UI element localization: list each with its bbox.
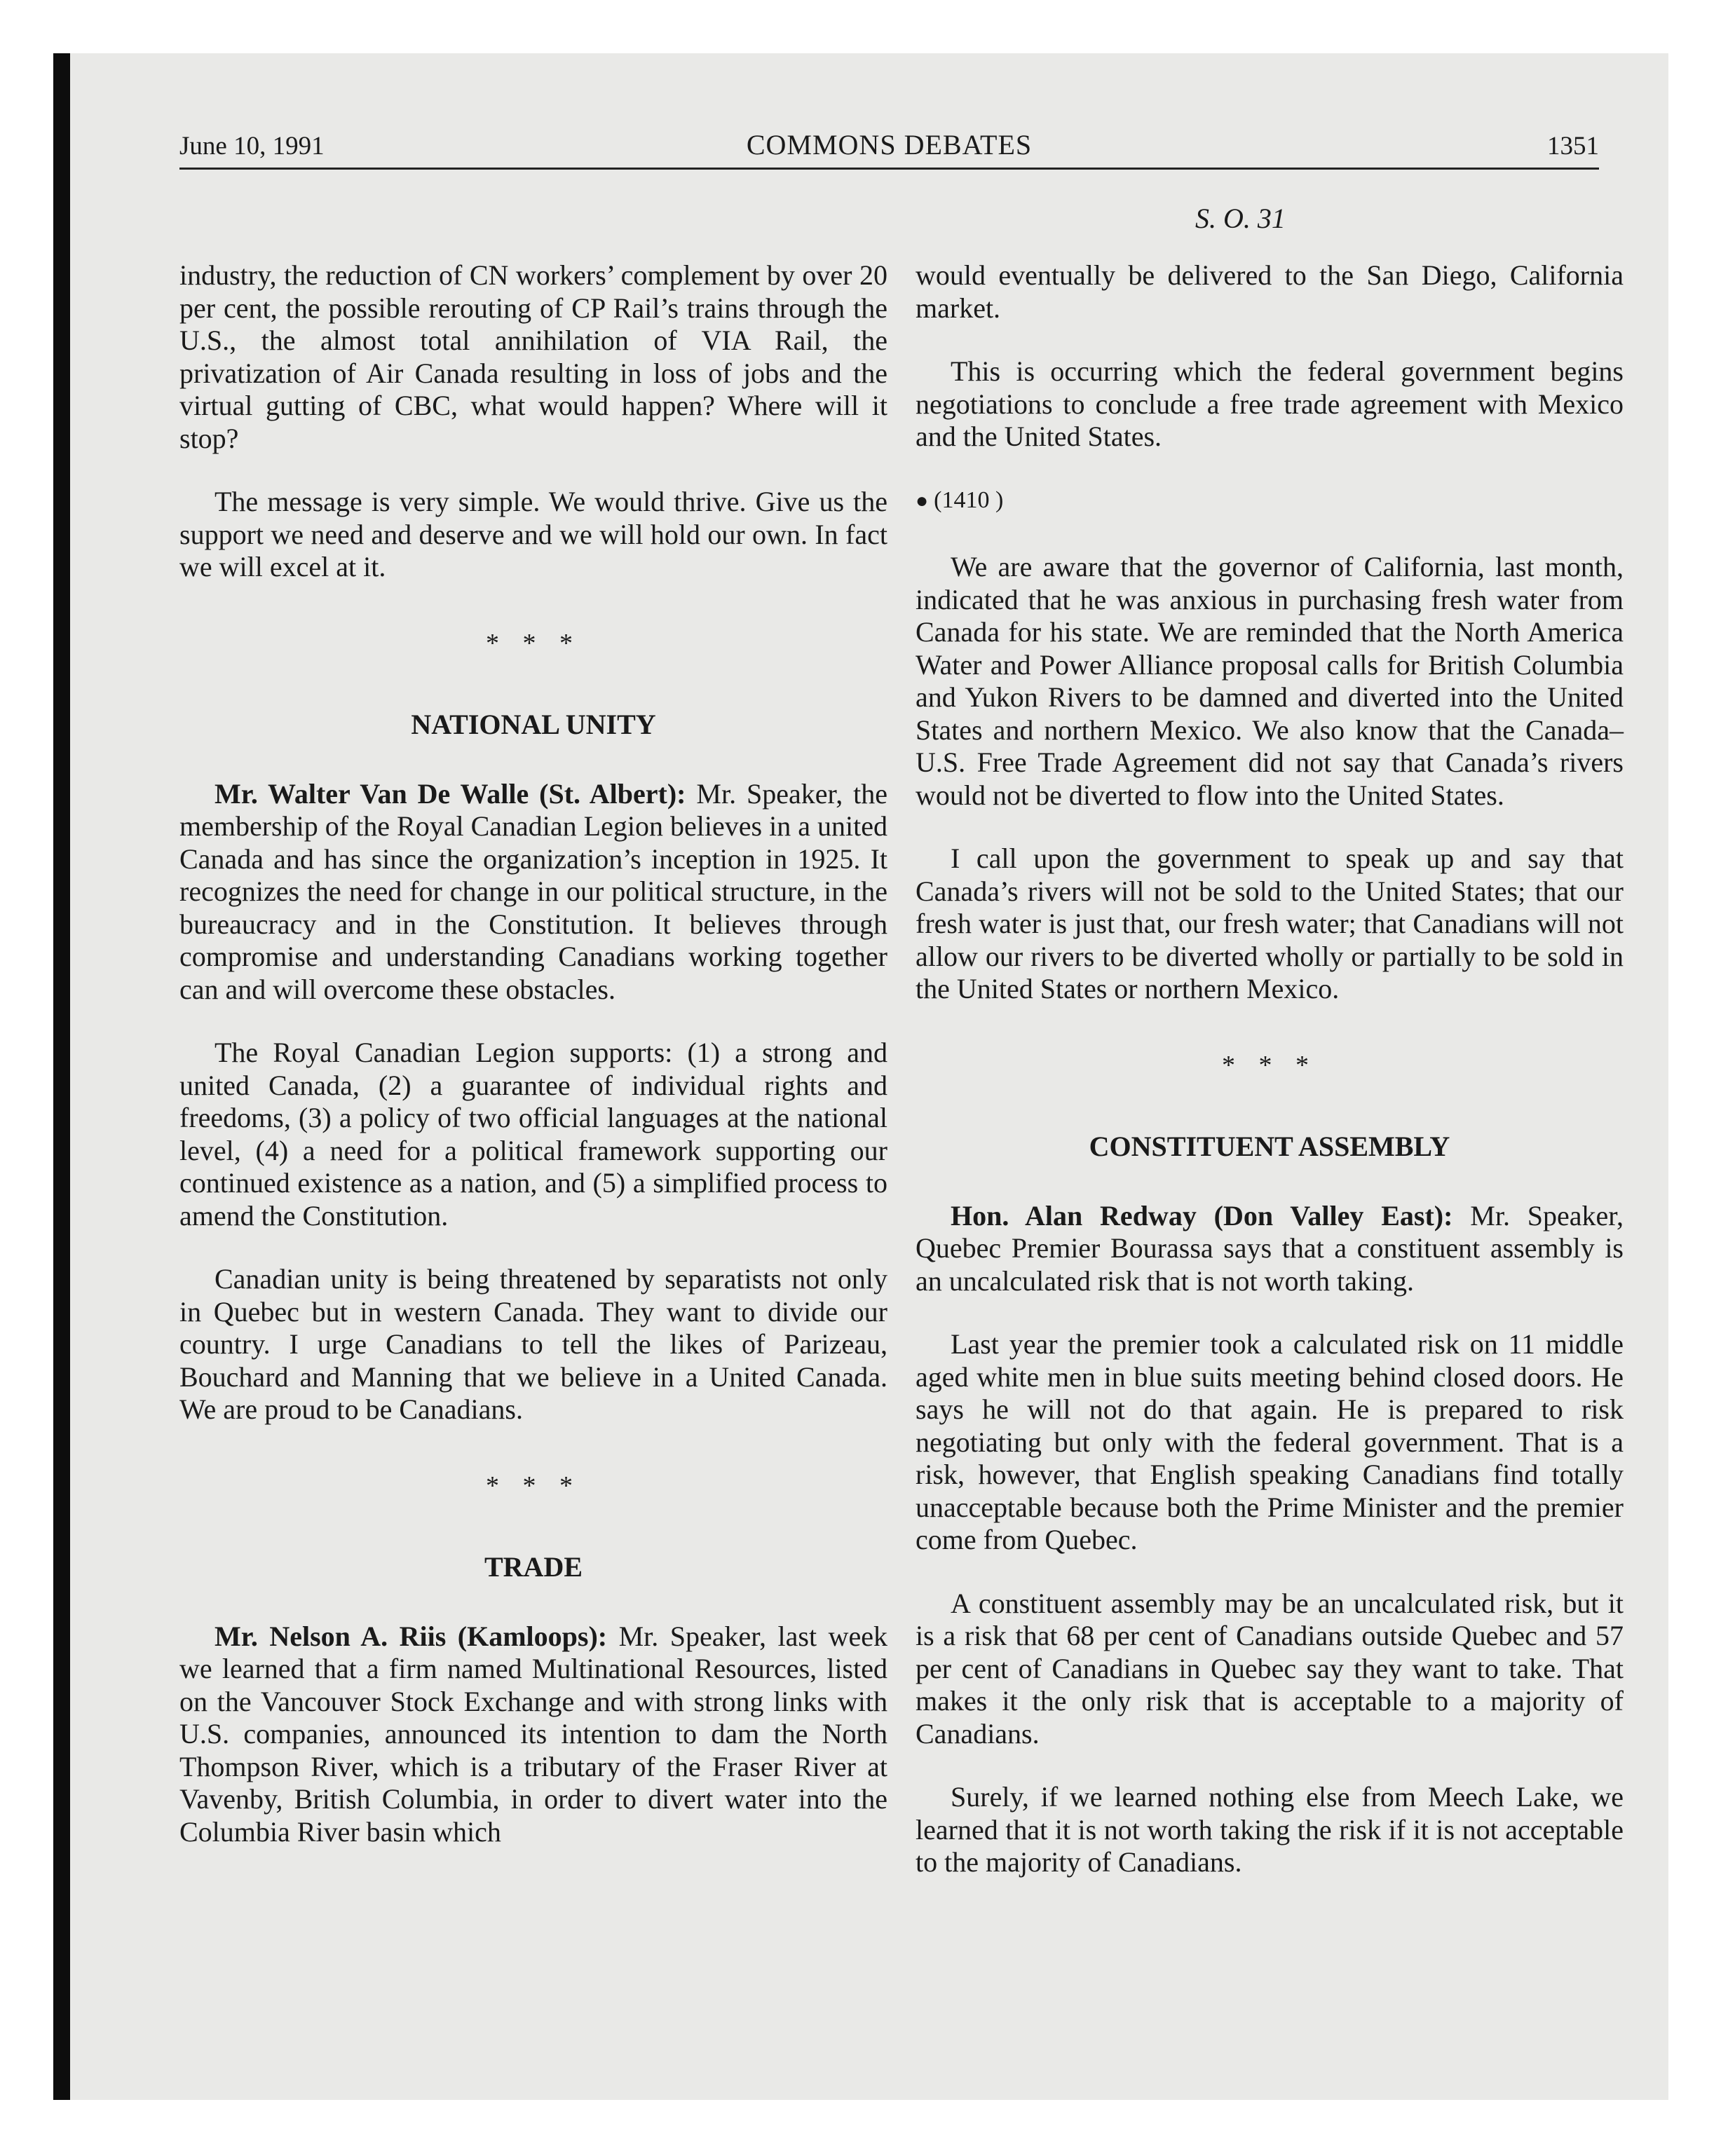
speaker-name: Mr. Nelson A. Riis (Kamloops):: [215, 1620, 608, 1652]
paragraph: industry, the reduction of CN workers’ complement by over 20 per cent, the possible rerouting of CP Rail’s trains through the U.S., the almost total annihilation of VIA Rail, the privatization of Air Canada resulting in loss of jobs and the virtual gutting of CBC, what would happen? Where will it stop?: [179, 259, 887, 454]
statement-paragraph: [916, 1200, 1624, 1298]
paragraph: The message is very simple. We would thrive. Give us the support we need and deserve and we will hold our own. In fact we will excel at it.: [179, 486, 887, 582]
paragraph: Surely, if we learned nothing else from Meech Lake, we learned that it is not worth taking the risk if it is not acceptable to the majority of Canadians.: [916, 1781, 1624, 1878]
section-separator: * * *: [486, 628, 581, 658]
binding-edge: [53, 53, 70, 2100]
statement-text: Mr. Speaker, the membership of the Royal Canadian Legion believes in a united Canada and has since the organization’s inception in 1925. It recognizes the need for change in our political structure, in the bureaucracy and in the Constitution. It believes through compromise and understanding Canadians working together can and will overcome these obstacles.: [179, 777, 887, 1005]
section-separator: * * *: [1222, 1050, 1317, 1080]
paragraph: would eventually be delivered to the San Diego, California market.: [916, 259, 1624, 324]
section-heading-trade: TRADE: [484, 1551, 583, 1583]
statement-text: Mr. Speaker, last week we learned that a firm named Multinational Resources, listed on the Vancouver Stock Exchange and with strong links with U.S. companies, announced its intention to dam the North Thompson River, which is a tributary of the Fraser River at Vavenby, British Columbia, in order to divert water into the Columbia River basin which: [179, 1620, 887, 1848]
paragraph: A constituent assembly may be an uncalculated risk, but it is a risk that 68 per cent of Canadians outside Quebec and 57 per cent of Canadians in Quebec say they want to take. That makes it the only risk that is acceptable to a majority of Canadians.: [916, 1587, 1624, 1749]
section-heading-constituent-assembly: CONSTITUENT ASSEMBLY: [1089, 1131, 1450, 1162]
paragraph: We are aware that the governor of California, last month, indicated that he was anxious in purchasing fresh water from Canada for his state. We are reminded that the North America Water and Power Alliance proposal calls for British Columbia and Yukon Rivers to be damned and diverted into the United States and northern Mexico. We also know that the Canada–U.S. Free Trade Agreement did not say that Canada’s rivers would not be diverted to flow into the United States.: [916, 551, 1624, 811]
section-heading-national-unity: NATIONAL UNITY: [411, 709, 656, 740]
section-separator: * * *: [486, 1471, 581, 1501]
speaker-name: Hon. Alan Redway (Don Valley East):: [951, 1199, 1453, 1231]
right-column: [916, 259, 1624, 1910]
speaker-name: Mr. Walter Van De Walle (St. Albert):: [215, 777, 686, 810]
page-number: 1351: [1547, 132, 1599, 161]
paragraph: Last year the premier took a calculated risk on 11 middle aged white men in blue suits meeting behind closed doors. He says he will not do that again. He is prepared to risk negotiating but only with the federal government. That is a risk, however, that English speaking Canadians find totally unacceptable because both the Prime Minister and the premier come from Quebec.: [916, 1328, 1624, 1555]
standing-order-rubric: S. O. 31: [1195, 203, 1286, 234]
left-column: [179, 259, 887, 1879]
paragraph: The Royal Canadian Legion supports: (1) a strong and united Canada, (2) a guarantee of individual rights and freedoms, (3) a policy of two official languages at the national level, (4) a need for a political framework supporting our continued existence as a nation, and (5) a simplified process to amend the Constitution.: [179, 1037, 887, 1231]
statement-paragraph: [179, 1621, 887, 1849]
page-header: [179, 125, 1599, 170]
header-rule: [179, 168, 1599, 170]
statement-text: Mr. Speaker, Quebec Premier Bourassa says that a constituent assembly is an uncalculated risk that is not worth taking.: [916, 1199, 1624, 1297]
paragraph: I call upon the government to speak up and say that Canada’s rivers will not be sold to the United States; that our fresh water is just that, our fresh water; that Canadians will not allow our rivers to be diverted wholly or partially to be sold in the United States or northern Mexico.: [916, 842, 1624, 1004]
time-marker: [916, 484, 1624, 518]
paragraph: Canadian unity is being threatened by separatists not only in Quebec but in western Canada. They want to divide our country. I urge Canadians to tell the likes of Parizeau, Bouchard and Manning that we believe in a United Canada. We are proud to be Canadians.: [179, 1263, 887, 1425]
bullet-icon: ●: [916, 489, 929, 512]
time-marker-text: (1410 ): [934, 486, 1004, 513]
header-date: June 10, 1991: [179, 132, 325, 161]
paragraph: This is occurring which the federal government begins negotiations to conclude a free trade agreement with Mexico and the United States.: [916, 355, 1624, 452]
statement-paragraph: [179, 778, 887, 1007]
header-title: COMMONS DEBATES: [746, 129, 1033, 161]
